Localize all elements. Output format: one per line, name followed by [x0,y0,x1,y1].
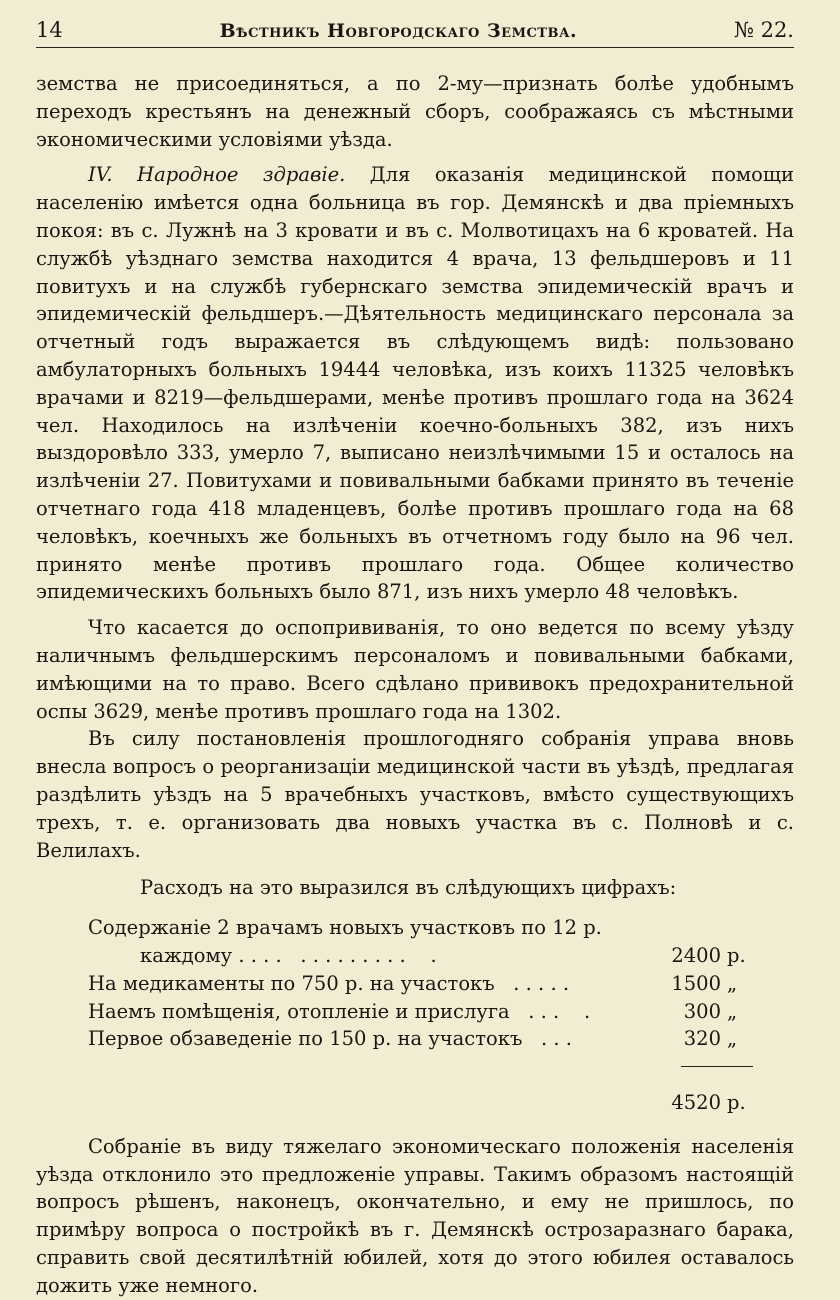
expense-description: Наемъ помѣщенія, отопленіе и прислуга . . . . [88,999,591,1023]
expense-row [88,998,753,1026]
expense-total [88,1089,753,1117]
issue-number: № 22. [734,18,794,42]
paragraph-expense-intro: Расходъ на это выразился въ слѣдующихъ цифрахъ: [140,876,677,900]
page-number: 14 [36,18,63,42]
expense-amount: 320 [683,1027,721,1051]
journal-title: Вѣстникъ Новгородскаго Земства. [219,20,578,42]
expense-row [88,914,753,942]
expense-amount: 300 [683,999,721,1023]
section-text: Для оказанія медицинской помощи населенію имѣется одна больница въ гор. Демянскѣ и два пріемныхъ покоя: въ с. Лужнѣ на 3 кровати и въ с. Молвотицахъ на 6 кроватей. На службѣ уѣзднаго земства находится 4 врача, 13 фельдшеровъ и 11 повитухъ и на службѣ губернскаго земства эпидемическій врачъ и эпидемическій фельдшеръ.—Дѣятельность медицинскаго персонала за отчетный годъ выражается въ слѣдующемъ видѣ: пользовано амбулаторныхъ больныхъ 19444 человѣка, изъ коихъ 11325 человѣкъ врачами и 8219—фельдшерами, менѣе противъ прошлаго года на 3624 чел. Находилось на излѣченіи коечно-больныхъ 382, изъ нихъ выздоровѣло 333, умерло 7, выписано неизлѣчимыми 15 и осталось на излѣченіи 27. Повитухами и повивальными бабками принято въ теченіе отчетнаго года 418 младенцевъ, болѣе противъ прошлаго года на 68 человѣкъ, коечныхъ же больныхъ въ отчетномъ году было на 96 чел. принято менѣе противъ прошлаго года. Общее количество эпидемическихъ больныхъ было 871, изъ нихъ умерло 48 человѣкъ. [36,163,794,604]
page-header [36,0,794,48]
expense-amount: 1500 [671,971,721,995]
sum-rule-row [88,1053,753,1079]
expense-unit: „ [727,971,738,995]
expense-description: На медикаменты по 750 р. на участокъ . . . . . [88,971,570,995]
paragraph-reorganization: Въ силу постановленія прошлогодняго собранія управа вновь внесла вопросъ о реорганизаціи медицинской части въ уѣздѣ, предлагая раздѣлить уѣздъ на 5 врачебныхъ участковъ, вмѣсто существующихъ трехъ, т. е. организовать два новыхъ участка въ с. Полновѣ и с. Велилахъ. [36,727,794,862]
paragraph-continuation: земства не присоединяться, а по 2-му—признать болѣе удобнымъ переходъ крестьянъ на денежный сборъ, соображаясь съ мѣстными экономическими условіями уѣзда. [36,72,794,151]
expense-table [88,914,753,1117]
paragraph-vaccination: Что касается до оспопрививанія, то оно ведется по всему уѣзду наличнымъ фельдшерскимъ персоналомъ и повивальными бабками, имѣющими на то право. Всего сдѣлано прививокъ предохранительной оспы 3629, менѣе противъ прошлаго года на 1302. [36,616,794,723]
body-text [36,70,794,1300]
total-unit: р. [727,1091,746,1115]
sum-rule [681,1066,753,1067]
paragraph-public-health [36,161,794,606]
expense-row [88,1025,753,1053]
expense-unit: р. [727,943,746,967]
expense-row [88,942,753,970]
expense-row [88,970,753,998]
expense-description: каждому . . . . . . . . . . . . . . [140,943,437,967]
expense-description: Первое обзаведеніе по 150 р. на участокъ . . . [88,1027,572,1051]
section-heading: IV. Народное здравіе. [88,163,346,187]
total-amount: 4520 [671,1091,721,1115]
expense-amount: 2400 [671,943,721,967]
expense-description: Содержаніе 2 врачамъ новыхъ участковъ по 12 р. [88,916,602,940]
expense-unit: „ [727,999,738,1023]
expense-unit: „ [727,1027,738,1051]
paragraph-conclusion: Собраніе въ виду тяжелаго экономическаго положенія населенія уѣзда отклонило это предложеніе управы. Такимъ образомъ настоящій вопросъ рѣшенъ, наконецъ, окончательно, и ему не пришлось, по примѣру вопроса о постройкѣ въ г. Демянскѣ острозаразнаго барака, справить свой десятилѣтній юбилей, хотя до этого юбилея оставалось дожить уже немного. [36,1134,794,1297]
